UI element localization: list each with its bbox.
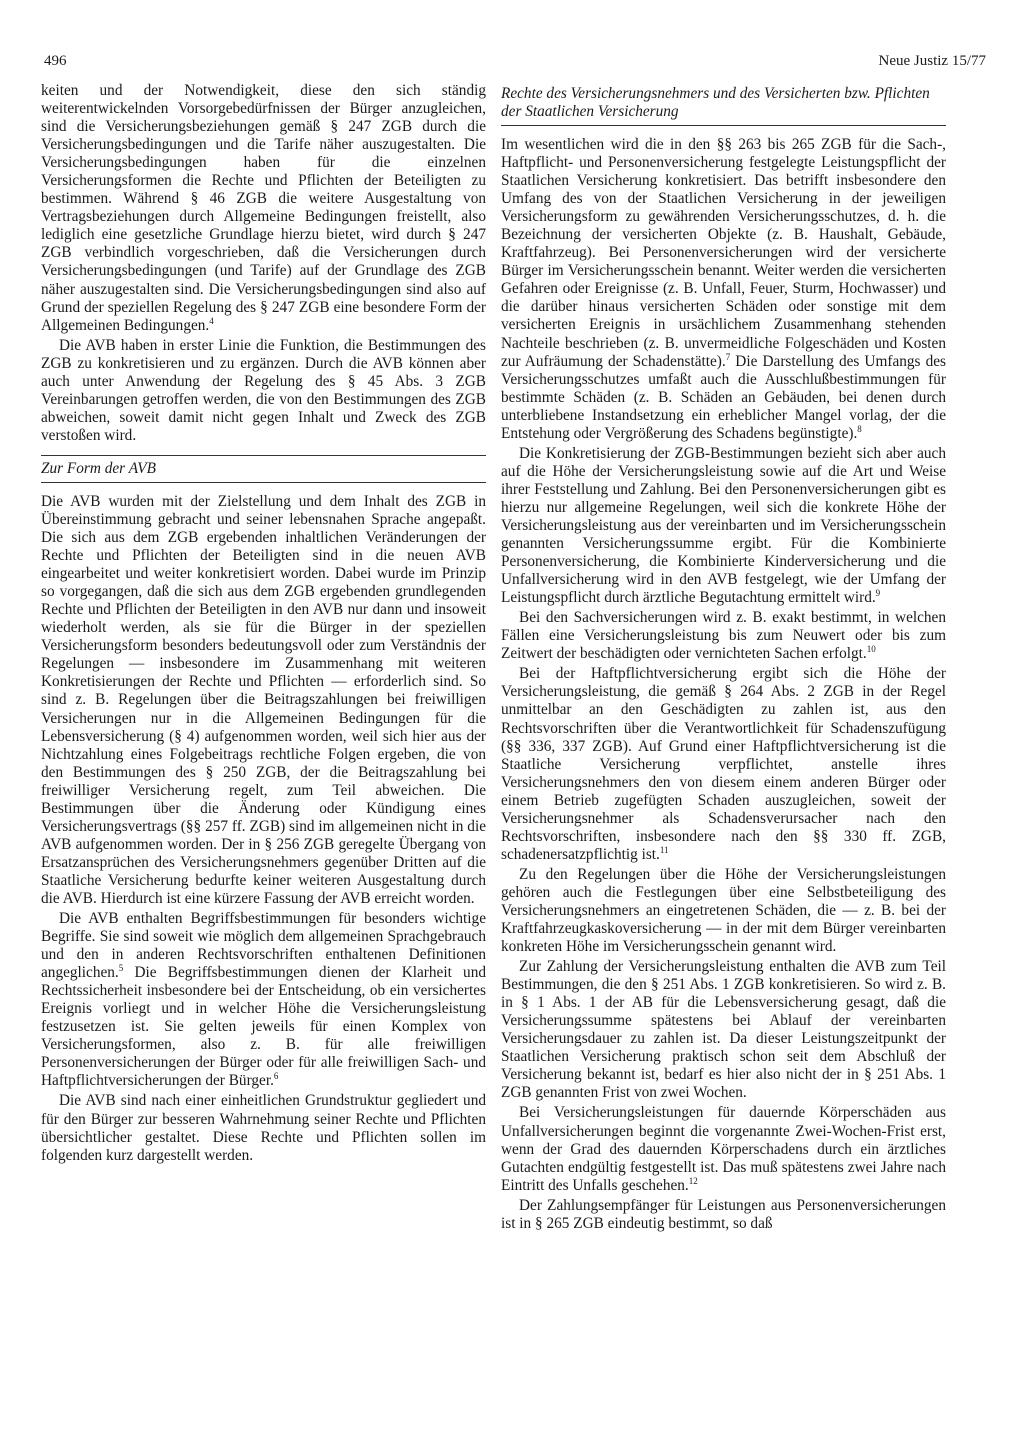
paragraph: Die AVB haben in erster Linie die Funktion, die Bestimmungen des ZGB zu konkretisieren und zu ergänzen. Durch die AVB können aber auch unter Anwendung der Regelung des § 45 Abs. 3 ZGB Vereinbarungen getroffen werden, die von den Bestimmungen des ZGB abweichen, soweit damit nicht gegen Inhalt und Zweck des ZGB verstoßen wird. [41, 336, 486, 444]
journal-issue: Neue Justiz 15/77 [878, 53, 986, 69]
section-heading-box [501, 82, 946, 126]
paragraph: Bei Versicherungsleistungen für dauernde Körperschäden aus Unfallversicherungen beginnt die vorgenannte Zwei-Wochen-Frist erst, wenn der Grad des dauernden Körperschadens durch ein ärztliches Gutachten endgültig festgestellt ist. Das muß spätestens zwei Jahre nach Eintritt des Unfalls geschehen.$^{12}$ [501, 1104, 946, 1194]
paragraph: Die AVB wurden mit der Zielstellung und dem Inhalt des ZGB in Übereinstimmung gebracht und seiner lebensnahen Sprache angepaßt. Die sich aus dem ZGB ergebenden inhaltlichen Veränderungen der Rechte und Pflichten der Beteiligten sind in die neuen AVB eingearbeitet und weiter konkretisiert worden. Dabei wurde im Prinzip so vorgegangen, daß die sich aus dem ZGB ergebenden grundlegenden Rechte und Pflichten der Beteiligten in den AVB nur dann und insoweit wiederholt werden, als sie für die Bürger in der speziellen Versicherungsform besonders bedeutungsvoll oder zum Verständnis der Regelungen — insbesondere im Zusammenhang mit weiteren Konkretisierungen der Rechte und Pflichten — erforderlich sind. So sind z. B. Regelungen über die Beitragszahlungen bei freiwilligen Versicherungen nur in die Allgemeinen Bedingungen für die Lebensversicherung (§ 4) aufgenommen worden, weil sich hier aus der Nichtzahlung eines Folgebeitrags rechtliche Folgen ergeben, die von den Bestimmungen des § 250 ZGB, der die Beitragszahlung bei freiwilliger Versicherung regelt, zum Teil abweichen. Die Bestimmungen über die Änderung oder Kündigung eines Versicherungsvertrags (§§ 257 ff. ZGB) sind im allgemeinen nicht in die AVB aufgenommen worden. Der in § 256 ZGB geregelte Übergang von Ersatzansprüchen des Versicherungsnehmers gegenüber Dritten auf die Staatliche Versicherung bedurfte keiner weiteren Ausgestaltung durch die AVB. Hierdurch ist eine kürzere Fassung der AVB erreicht worden. [41, 492, 486, 907]
page-number: 496 [44, 53, 67, 69]
paragraph: keiten und der Notwendigkeit, diese den sich ständig weiterentwickelnden Vorsorgebedürfnissen der Bürger anzugleichen, sind die Versicherungsbeziehungen gemäß § 247 ZGB durch die Versicherungsbedingungen und die Tarife näher auszugestalten. Die Versicherungsbedingungen haben für die einzelnen Versicherungsformen die Rechte und Pflichten der Beteiligten zu bestimmen. Während § 46 ZGB die weitere Ausgestaltung von Vertragsbeziehungen durch Allgemeine Bedingungen freistellt, also lediglich eine gesetzliche Grundlage hierzu bietet, wird durch § 247 ZGB verbindlich vorgeschrieben, daß die Versicherungen durch Versicherungsbedingungen (und Tarife) auf der Grundlage des ZGB näher auszugestalten sind. Die Versicherungsbedingungen sind also auf Grund der speziellen Regelung des § 247 ZGB eine besondere Form der Allgemeinen Bedingungen.$^4$ [41, 82, 486, 334]
paragraph: Der Zahlungsempfänger für Leistungen aus Personenversicherungen ist in § 265 ZGB eindeutig bestimmt, so daß [501, 1196, 946, 1232]
footnote-ref[interactable]: 7 [725, 351, 731, 362]
paragraph: Die AVB sind nach einer einheitlichen Grundstruktur gegliedert und für den Bürger zur besseren Wahrnehmung seiner Rechte und Pflichten übersichtlicher gestaltet. Diese Rechte und Pflichten sollen im folgenden kurz dargestellt werden. [41, 1092, 486, 1164]
footnote-ref[interactable]: 9 [875, 588, 881, 599]
left-column [41, 82, 486, 1165]
paragraph: Bei der Haftpflichtversicherung ergibt sich die Höhe der Versicherungsleistung, die gemäß § 264 Abs. 2 ZGB in der Regel unmittelbar an den Geschädigten zu zahlen ist, aus den Rechtsvorschriften über die Verantwortlichkeit für Schadenszufügung (§§ 336, 337 ZGB). Auf Grund einer Haftpflichtversicherung ist die Staatliche Versicherung verpflichtet, anstelle ihres Versicherungsnehmers den von diesem einem anderen Bürger oder einem Betrieb zugefügten Schaden auszugleichen, soweit der Versicherungsnehmer als Schadensverursacher nach den Rechtsvorschriften, insbesondere nach den §§ 330 ff. ZGB, schadenersatzpflichtig ist.$^{11}$ [501, 665, 946, 863]
right-column [501, 82, 946, 1233]
section-heading-box [41, 455, 486, 483]
footnote-ref[interactable]: 5 [118, 963, 124, 974]
running-header [44, 53, 986, 73]
section-heading: Rechte des Versicherungsnehmers und des Versicherten bzw. Pflichten der Staatlichen Versicherung [501, 85, 930, 120]
section-heading: Zur Form der AVB [41, 459, 156, 477]
footnote-ref[interactable]: 10 [866, 644, 876, 655]
footnote-ref[interactable]: 8 [857, 423, 862, 434]
paragraph: Im wesentlichen wird die in den §§ 263 bis 265 ZGB für die Sach-, Haftpflicht- und Personenversicherung festgelegte Leistungspflicht der Staatlichen Versicherung konkretisiert. Das betrifft insbesondere den Umfang des von der Staatlichen Versicherung in der jeweiligen Versicherungsform zu gewährenden Versicherungsschutzes, d. h. die Bezeichnung der versicherten Objekte (z. B. Haushalt, Gebäude, Kraftfahrzeug). Bei Personenversicherungen wird der versicherte Bürger im Versicherungsschein benannt. Weiter werden die versicherten Gefahren oder Ereignisse (z. B. Unfall, Feuer, Sturm, Hochwasser) und die darüber hinaus versicherten Schäden oder sonstige mit dem versicherten Ereignis in ursächlichem Zusammenhang stehenden Nachteile beschrieben (z. B. unvermeidliche Folgeschäden und Kosten zur Aufräumung der Schadenstätte).$^7$ Die Darstellung des Umfangs des Versicherungsschutzes umfaßt auch die Ausschlußbestimmungen für bestimmte Schäden (z. B. Schäden an Gebäuden, bei denen durch unterbliebene Instandsetzung ein erheblicher Mangel vorlag, der die Entstehung oder Vergrößerung des Schadens begünstigte).$^8$ [501, 136, 946, 442]
paragraph: Zur Zahlung der Versicherungsleistung enthalten die AVB zum Teil Bestimmungen, die den § 251 Abs. 1 ZGB konkretisieren. So wird z. B. in § 1 Abs. 1 der AB für die Lebensversicherung gesagt, daß die Versicherungssumme spätestens bei Ablauf der vereinbarten Versicherungsdauer zu zahlen ist. Da dieser Leistungszeitpunkt der Staatlichen Versicherung praktisch schon seit dem Abschluß der Versicherung bekannt ist, bedarf es hier also nicht der in § 251 Abs. 1 ZGB genannten Frist von zwei Wochen. [501, 958, 946, 1102]
paragraph: Die AVB enthalten Begriffsbestimmungen für besonders wichtige Begriffe. Sie sind soweit wie möglich dem allgemeinen Sprachgebrauch und den in anderen Rechtsvorschriften enthaltenen Definitionen angeglichen.$^5$ Die Begriffsbestimmungen dienen der Klarheit und Rechtssicherheit insbesondere bei der Entscheidung, ob ein versichertes Ereignis vorliegt und in welcher Höhe die Versicherungsleistung festzusetzen ist. Sie gelten jeweils für einen Komplex von Versicherungsformen, also z. B. für alle freiwilligen Personenversicherungen der Bürger oder für alle freiwilligen Sach- und Haftpflichtversicherungen der Bürger.$^6$ [41, 910, 486, 1090]
footnote-ref[interactable]: 11 [659, 844, 669, 855]
paragraph: Zu den Regelungen über die Höhe der Versicherungsleistungen gehören auch die Festlegungen über eine Selbstbeteiligung des Versicherungsnehmers an eingetretenen Schäden, die — z. B. bei der Kraftfahrzeugkaskoversicherung — in der mit dem Bürger vereinbarten konkreten Höhe im Versicherungsschein genannt wird. [501, 865, 946, 956]
paragraph: Die Konkretisierung der ZGB-Bestimmungen bezieht sich aber auch auf die Höhe der Versicherungsleistung sowie auf die Art und Weise ihrer Feststellung und Zahlung. Bei den Personenversicherungen gibt es hierzu nur allgemeine Regelungen, weil sich die konkrete Höhe der Versicherungsleistung aus der vereinbarten und im Versicherungsschein genannten Versicherungssumme ergibt. Für die Kombinierte Personenversicherung, die Kombinierte Kinderversicherung und die Unfallversicherung wird in den AVB festgelegt, wie der Umfang der Leistungspflicht durch ärztliche Begutachtung ermittelt wird.$^9$ [501, 444, 946, 607]
footnote-ref[interactable]: 6 [273, 1071, 279, 1082]
footnote-ref[interactable]: 4 [209, 315, 214, 326]
paragraph: Bei den Sachversicherungen wird z. B. exakt bestimmt, in welchen Fällen eine Versicherungsleistung bis zum Neuwert oder bis zum Zeitwert der beschädigten oder vernichteten Sachen erfolgt.$^{10}$ [501, 609, 946, 663]
footnote-ref[interactable]: 12 [688, 1175, 698, 1186]
